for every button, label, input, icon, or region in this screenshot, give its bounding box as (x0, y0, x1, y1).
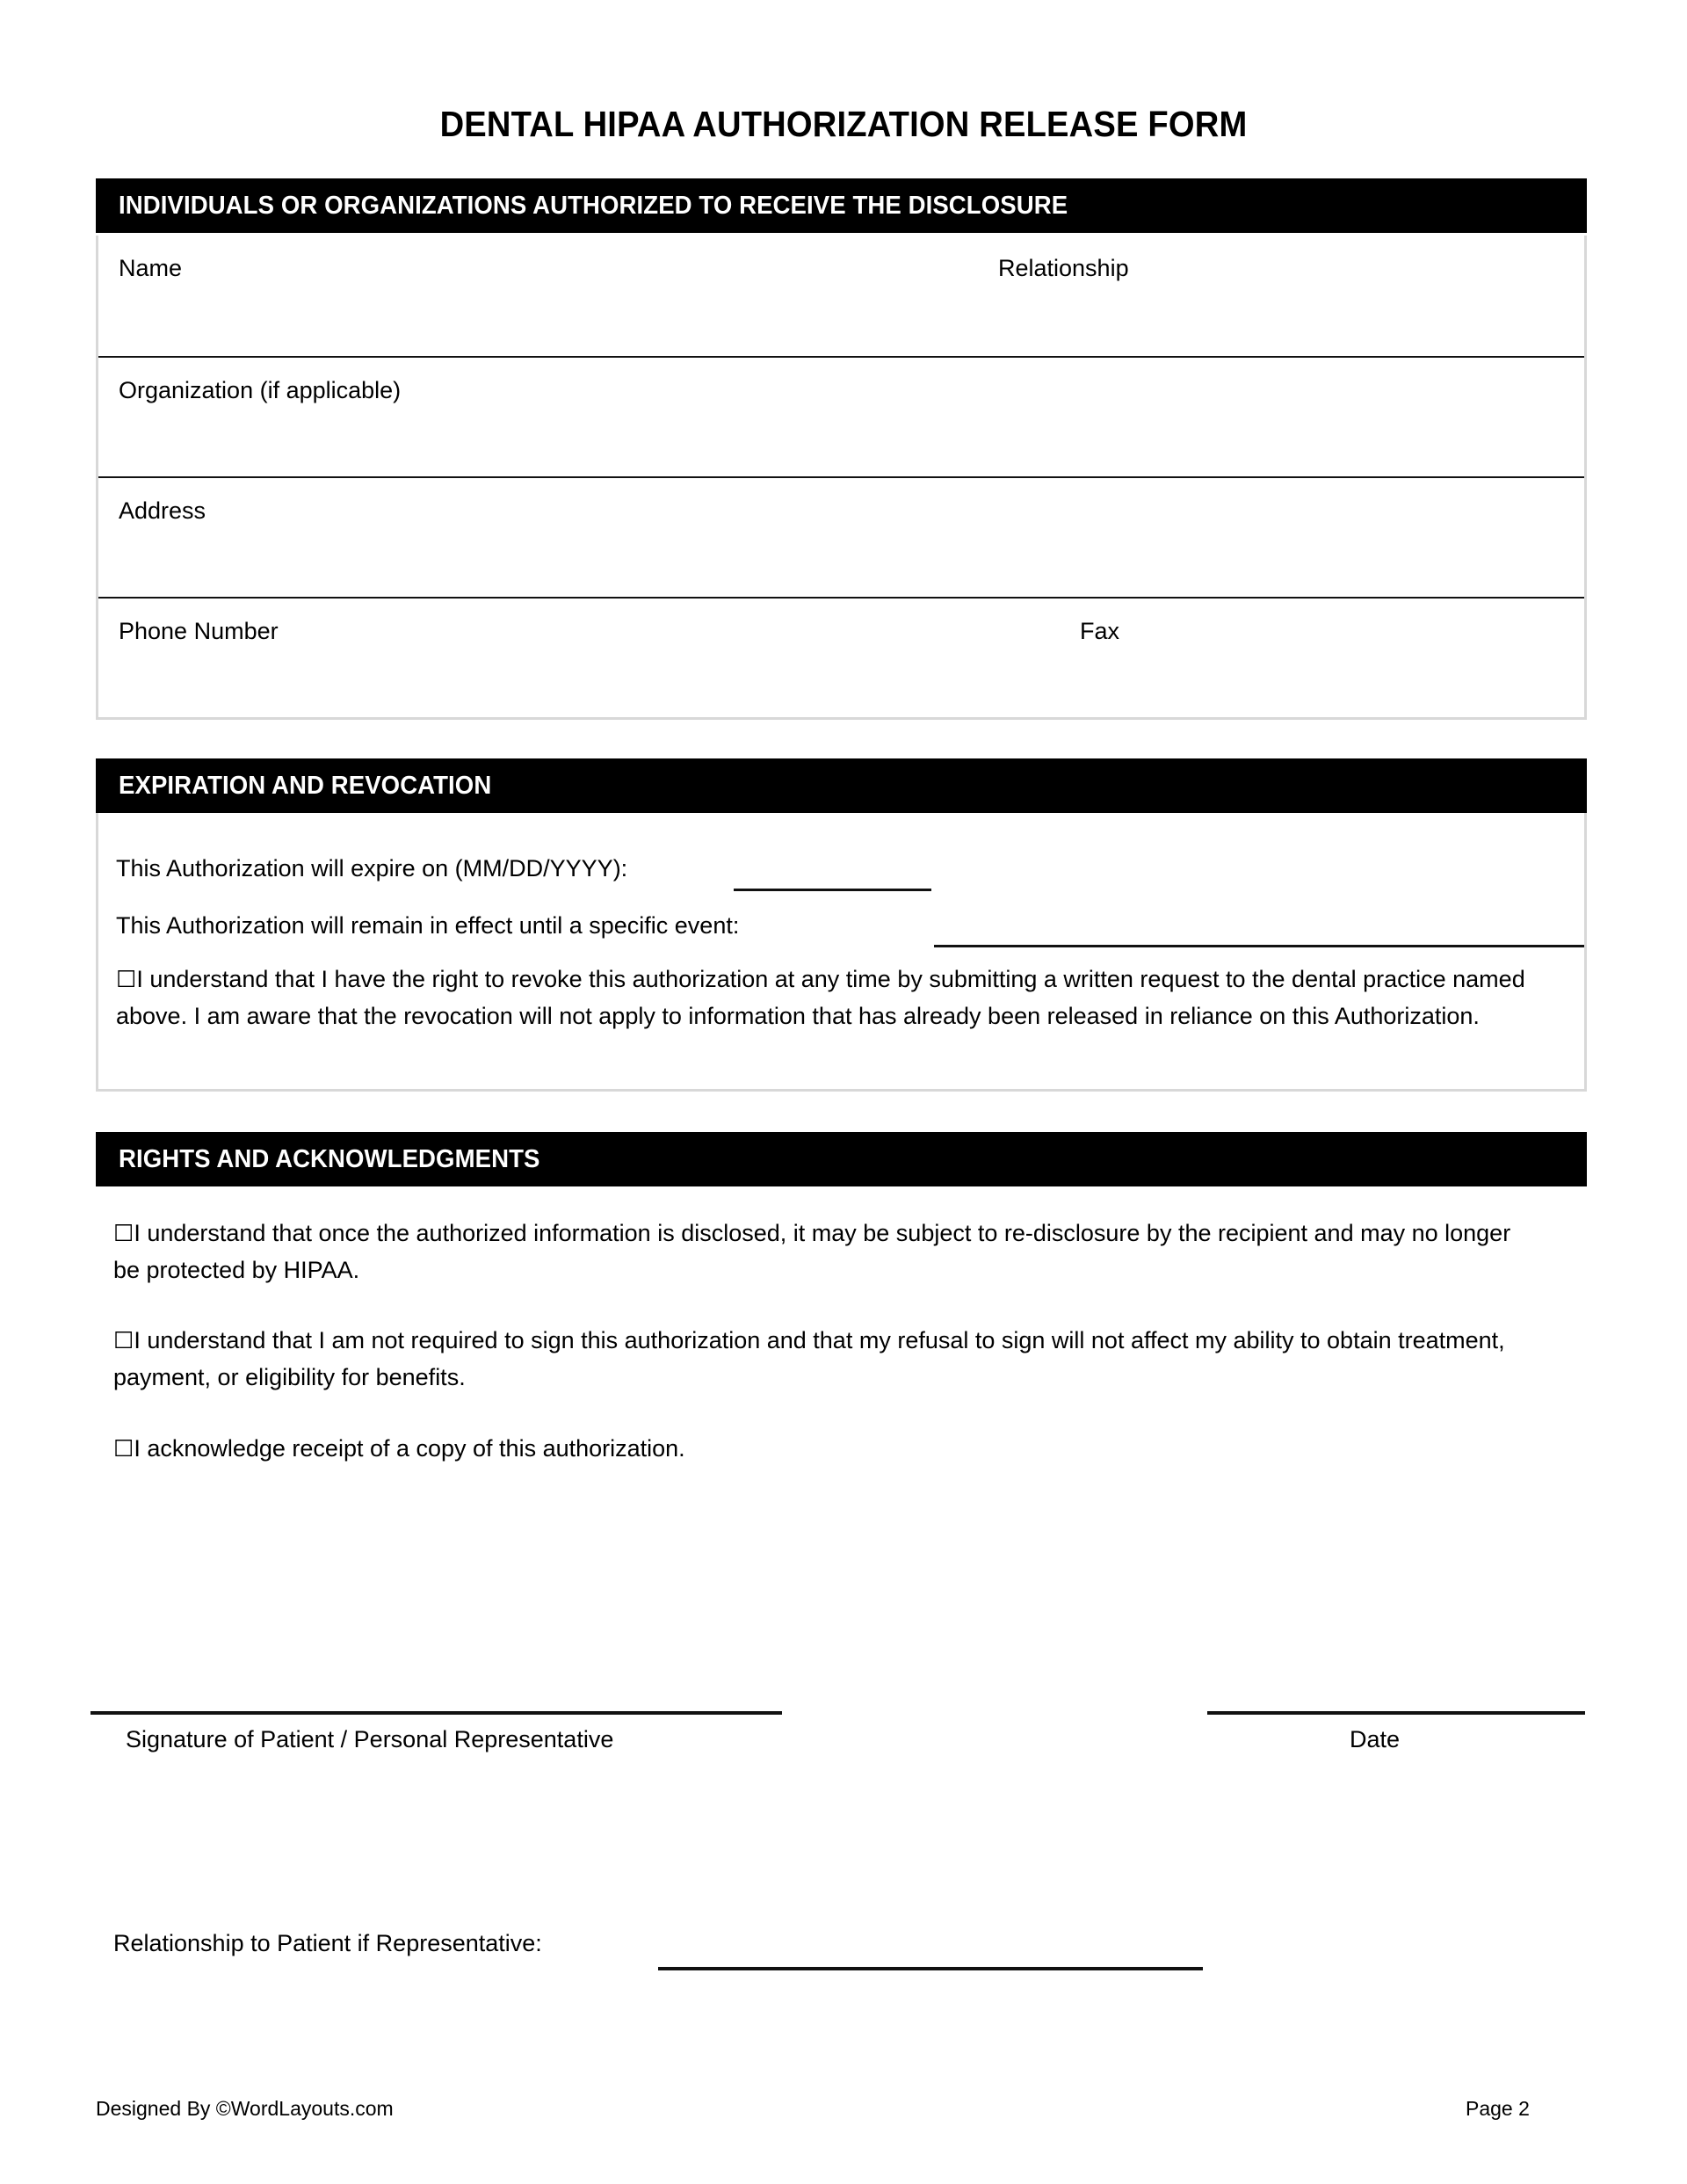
table-row-address[interactable] (98, 476, 1584, 597)
checkbox-revocation-icon[interactable]: ☐ (116, 966, 137, 992)
section-header-expiration-label: EXPIRATION AND REVOCATION (119, 771, 492, 800)
expiration-date-input-line[interactable] (734, 889, 931, 891)
section-header-rights-label: RIGHTS AND ACKNOWLEDGMENTS (119, 1144, 540, 1173)
relationship-to-patient-input-line[interactable] (658, 1967, 1203, 1970)
footer-page-number: Page 2 (1466, 2097, 1530, 2120)
acknowledgment-item-redisclosure-text: I understand that once the authorized information is disclosed, it may be subject to re-disclosure by the recipient and may no longer be protected by HIPAA. (113, 1220, 1511, 1283)
signature-label-patient: Signature of Patient / Personal Representative (126, 1726, 614, 1752)
field-label-organization: Organization (if applicable) (119, 377, 402, 403)
field-label-fax: Fax (1080, 618, 1120, 644)
section-header-rights (96, 1132, 1587, 1186)
acknowledgment-item-redisclosure (113, 1215, 1519, 1288)
signature-label-date: Date (1350, 1726, 1401, 1752)
field-label-address: Address (119, 497, 206, 524)
checkbox-not-required-icon[interactable]: ☐ (113, 1327, 134, 1353)
table-row-phone-fax[interactable] (98, 597, 1584, 717)
revocation-statement (116, 961, 1575, 1034)
checkbox-receipt-icon[interactable]: ☐ (113, 1435, 134, 1462)
footer-credit: Designed By ©WordLayouts.com (96, 2097, 394, 2120)
signature-line-date[interactable] (1207, 1711, 1585, 1715)
relationship-to-patient-label: Relationship to Patient if Representative: (113, 1930, 542, 1956)
revocation-statement-text: I understand that I have the right to revoke this authorization at any time by submitting a written request to the dental practice named above. I am aware that the revocation will not apply to information that has already been released in reliance on this Authorization. (116, 966, 1525, 1029)
expiration-event-input-line[interactable] (934, 945, 1584, 947)
recipients-table (96, 236, 1587, 720)
section-header-recipients-label: INDIVIDUALS OR ORGANIZATIONS AUTHORIZED TO RECEIVE THE DISCLOSURE (119, 191, 1068, 220)
field-label-name: Name (119, 255, 183, 281)
expiration-body (96, 813, 1587, 1092)
field-label-relationship: Relationship (998, 255, 1129, 281)
acknowledgment-item-receipt (113, 1430, 1519, 1467)
acknowledgment-item-not-required-text: I understand that I am not required to sign this authorization and that my refusal to sign will not affect my ability to obtain treatment, payment, or eligibility for benefits. (113, 1327, 1505, 1390)
checkbox-redisclosure-icon[interactable]: ☐ (113, 1220, 134, 1246)
expiration-date-label: This Authorization will expire on (MM/DD/YYYY): (116, 855, 628, 882)
table-row-name[interactable] (98, 236, 1584, 356)
section-header-expiration (96, 758, 1587, 813)
field-label-phone-number: Phone Number (119, 618, 279, 644)
signature-line-patient[interactable] (91, 1711, 782, 1715)
expiration-event-label: This Authorization will remain in effect until a specific event: (116, 912, 740, 939)
table-row-organization[interactable] (98, 356, 1584, 476)
page-title: DENTAL HIPAA AUTHORIZATION RELEASE FORM (439, 104, 1248, 144)
acknowledgment-item-receipt-text: I acknowledge receipt of a copy of this authorization. (134, 1435, 685, 1462)
acknowledgment-item-not-required (113, 1322, 1519, 1396)
section-header-recipients (96, 178, 1587, 233)
